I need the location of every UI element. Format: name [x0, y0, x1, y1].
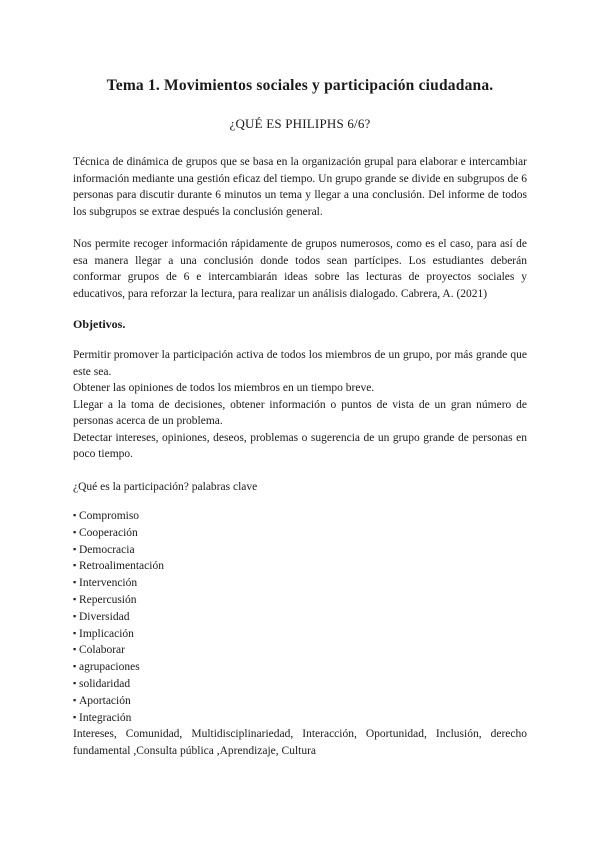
keywords-list [73, 508, 527, 726]
participation-question: ¿Qué es la participación? palabras clave [73, 480, 258, 493]
bullet-icon: ▪ [73, 644, 77, 655]
keyword-label: Colaborar [79, 644, 125, 657]
bullet-icon: ▪ [73, 543, 77, 554]
intro-paragraph: Técnica de dinámica de grupos que se basa en la organización grupal para elaborar e intercambiar información mediante una gestión eficaz del tiempo. Un grupo grande se divide en subgrupos de 6 personas para discutir durante 6 minutos un tema y llegar a una conclusión. Del informe de todos los subgrupos se extrae después la conclusión general. [73, 156, 527, 218]
keyword-label: Integración [79, 711, 132, 724]
bullet-icon: ▪ [73, 694, 77, 705]
keyword-item [73, 525, 527, 542]
context-paragraph: Nos permite recoger información rápidamente de grupos numerosos, como es el caso, para así de esa manera llegar a una conclusión donde todos sean partícipes. Los estudiantes deberán conformar grupos de 6 e intercambiarán ideas sobre las lecturas de proyectos sociales y educativos, para reforzar la lectura, para realizar un análisis dialogado. Cabrera, A. (2021) [73, 238, 527, 300]
keyword-item [73, 609, 527, 626]
bullet-icon: ▪ [73, 677, 77, 688]
bullet-icon: ▪ [73, 577, 77, 588]
keyword-label: Democracia [79, 543, 135, 556]
keyword-item [73, 592, 527, 609]
keyword-item [73, 710, 527, 727]
keyword-label: agrupaciones [79, 661, 140, 674]
bullet-icon: ▪ [73, 526, 77, 537]
keyword-item [73, 642, 527, 659]
bullet-icon: ▪ [73, 661, 77, 672]
objective-item: Permitir promover la participación activa de todos los miembros de un grupo, por más grande que este sea. [73, 349, 527, 378]
objective-item: Detectar intereses, opiniones, deseos, problemas o sugerencia de un grupo grande de personas en poco tiempo. [73, 431, 527, 460]
keyword-item [73, 659, 527, 676]
related-terms: Intereses, Comunidad, Multidisciplinariedad, Interacción, Oportunidad, Inclusión, derecho fundamental ,Consulta pública ,Aprendizaje, Cultura [73, 728, 527, 757]
keyword-item [73, 558, 527, 575]
keyword-item [73, 626, 527, 643]
document-subtitle: ¿QUÉ ES PHILIPHS 6/6? [229, 116, 371, 131]
objective-item: Obtener las opiniones de todos los miembros en un tiempo breve. [73, 382, 375, 394]
keyword-label: Repercusión [79, 593, 137, 606]
bullet-icon: ▪ [73, 593, 77, 604]
keyword-item [73, 693, 527, 710]
bullet-icon: ▪ [73, 610, 77, 621]
keyword-label: solidaridad [79, 677, 131, 690]
keyword-label: Retroalimentación [79, 560, 164, 573]
keyword-label: Intervención [79, 577, 138, 590]
document-title: Tema 1. Movimientos sociales y participación ciudadana. [106, 77, 494, 94]
objective-item: Llegar a la toma de decisiones, obtener información o puntos de vista de un gran número de personas acerca de un problema. [73, 398, 527, 427]
keyword-item [73, 676, 527, 693]
bullet-icon: ▪ [73, 711, 77, 722]
keyword-label: Aportación [79, 694, 131, 707]
keyword-item [73, 542, 527, 559]
objectives-list [73, 347, 527, 463]
keyword-label: Diversidad [79, 610, 130, 623]
keyword-item [73, 508, 527, 525]
keyword-label: Cooperación [79, 526, 138, 539]
bullet-icon: ▪ [73, 627, 77, 638]
keyword-label: Implicación [79, 627, 134, 640]
document-body [73, 76, 527, 759]
bullet-icon: ▪ [73, 510, 77, 520]
objectives-heading: Objetivos. [73, 317, 126, 331]
keyword-item [73, 575, 527, 592]
bullet-icon: ▪ [73, 560, 77, 571]
keyword-label: Compromiso [79, 510, 140, 522]
